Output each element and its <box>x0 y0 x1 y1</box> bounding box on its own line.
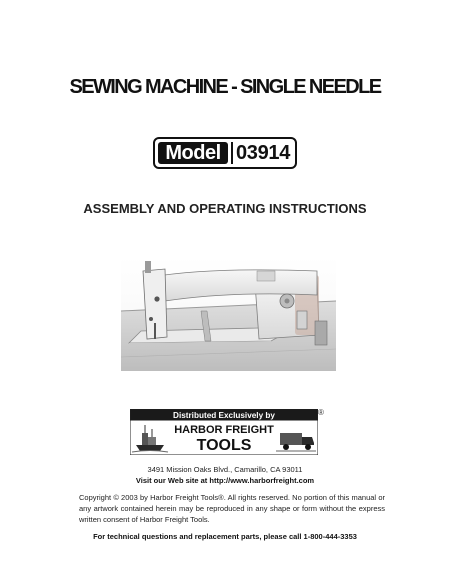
company-address: 3491 Mission Oaks Blvd., Camarillo, CA 93011 <box>147 465 303 474</box>
sewing-machine-photo <box>121 257 336 371</box>
website-line: Visit our Web site at http://www.harborfreight.com <box>135 476 315 485</box>
svg-text:Distributed Exclusively by: Distributed Exclusively by <box>173 411 275 421</box>
svg-text:TOOLS: TOOLS <box>196 437 252 454</box>
harbor-freight-tools-logo <box>130 409 318 455</box>
svg-text:HARBOR FREIGHT: HARBOR FREIGHT <box>174 424 274 436</box>
model-badge <box>153 137 297 169</box>
model-label: Model <box>158 142 228 164</box>
document-subtitle: ASSEMBLY AND OPERATING INSTRUCTIONS <box>83 201 367 216</box>
copyright-notice: Copyright © 2003 by Harbor Freight Tools®. All rights reserved. No portion of this manual or any artwork contained herein may be reproduced in any shape or form without the express written consent of Harbor Freight Tools. <box>79 493 385 525</box>
document-title: SEWING MACHINE - SINGLE NEEDLE <box>69 76 381 98</box>
model-number: 03914 <box>231 142 293 164</box>
technical-support-line: For technical questions and replacement parts, please call 1-800-444-3353 <box>93 532 357 541</box>
registered-trademark: ® <box>318 408 324 417</box>
